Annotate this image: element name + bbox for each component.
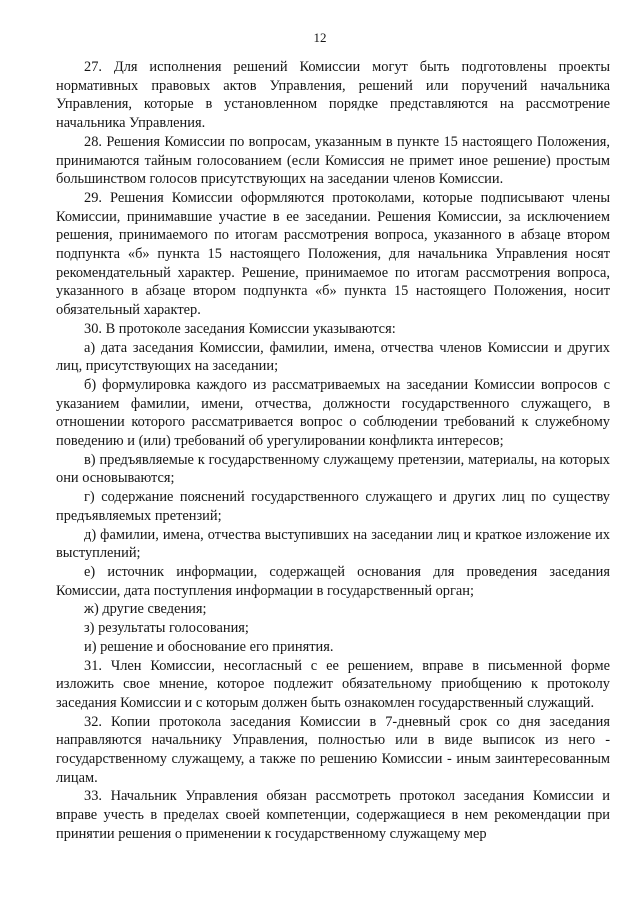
list-item-i: и) решение и обоснование его принятия. (84, 638, 334, 655)
paragraph-28: 28. Решения Комиссии по вопросам, указанным в пункте 15 настоящего Положения, принимаются тайным голосованием (если Комиссия не примет иное решение) простым большинством голосов присутствующих на заседании членов Комиссии. (56, 133, 610, 188)
list-item-d: д) фамилии, имена, отчества выступивших на заседании лиц и краткое изложение их выступлений; (56, 526, 610, 562)
paragraph-33: 33. Начальник Управления обязан рассмотреть протокол заседания Комиссии и вправе учесть в пределах своей компетенции, содержащиеся в нем рекомендации при принятии решения о применении к государственному служащему мер (56, 788, 610, 842)
paragraph-32: 32. Копии протокола заседания Комиссии в 7-дневный срок со дня заседания направляются начальнику Управления, полностью или в виде выписок из него - государственному служащему, а также по решению Комиссии - иным заинтересованным лицам. (56, 713, 610, 786)
list-item-v: в) предъявляемые к государственному служащему претензии, материалы, на которых они основываются; (56, 451, 610, 487)
list-item-g: г) содержание пояснений государственного служащего и других лиц по существу предъявляемых претензий; (56, 489, 610, 524)
document-body (56, 58, 610, 844)
list-item-a: а) дата заседания Комиссии, фамилии, имена, отчества членов Комиссии и других лиц, присутствующих на заседании; (56, 339, 610, 375)
list-item-e: е) источник информации, содержащей основания для проведения заседания Комиссии, дата поступления информации в государственный орган; (56, 563, 610, 599)
paragraph-30: 30. В протоколе заседания Комиссии указываются: (84, 320, 396, 337)
paragraph-27: 27. Для исполнения решений Комиссии могут быть подготовлены проекты нормативных правовых актов Управления, решений или поручений начальника Управления, которые в установленном порядке представляются на рассмотрение начальника Управления. (56, 59, 610, 132)
paragraph-29: 29. Решения Комиссии оформляются протоколами, которые подписывают члены Комиссии, принимавшие участие в ее заседании. Решения Комиссии, за исключением решения, принимаемого по итогам рассмотрения вопроса, указанного в абзаце втором подпункта «б» пункта 15 настоящего Положения, для начальника Управления носят рекомендательный характер. Решение, принимаемое по итогам рассмотрения вопроса, указанного в абзаце втором подпункта «б» пункта 15 настоящего Положения, носит обязательный характер. (56, 189, 610, 319)
paragraph-31: 31. Член Комиссии, несогласный с ее решением, вправе в письменной форме изложить свое мнение, которое подлежит обязательному приобщению к протоколу заседания Комиссии и с которым должен быть ознакомлен государственный служащий. (56, 657, 610, 711)
list-item-z: з) результаты голосования; (84, 620, 249, 637)
page-number: 12 (313, 30, 327, 45)
list-item-b: б) формулировка каждого из рассматриваемых на заседании Комиссии вопросов с указанием фамилии, имени, отчества, должности государственного служащего, в отношении которого рассматривается вопрос о соблюдении требований к служебному поведению и (или) требований об урегулировании конфликта интересов; (56, 376, 610, 450)
list-item-zh: ж) другие сведения; (84, 601, 207, 618)
